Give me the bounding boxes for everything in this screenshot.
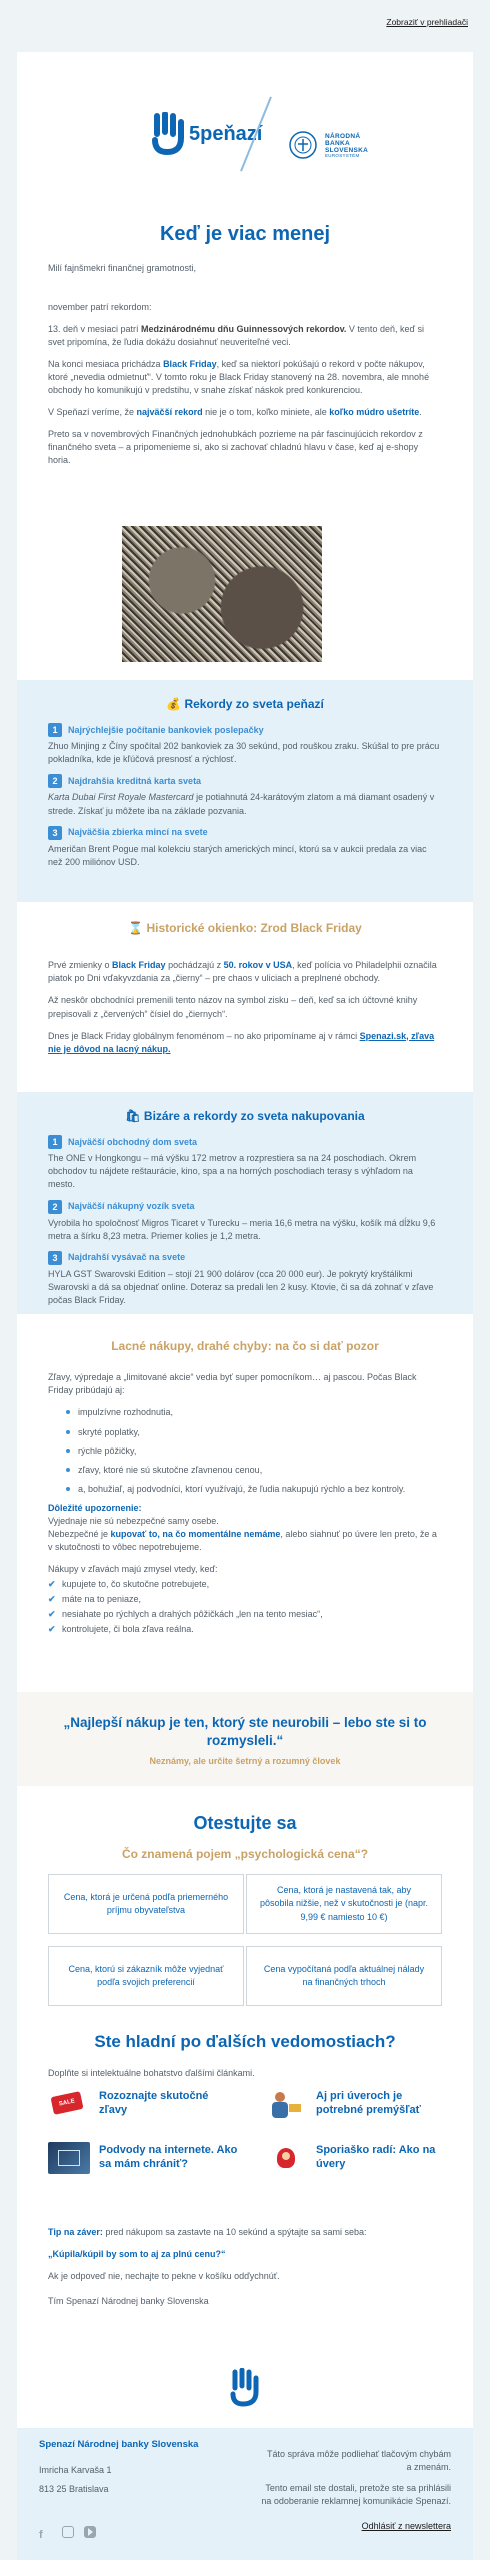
pitfalls-list <box>48 1406 442 1495</box>
record-title: Najväčšia zbierka mincí na svete <box>68 827 208 838</box>
youtube-icon[interactable] <box>84 2526 96 2538</box>
number-badge: 1 <box>48 1135 62 1149</box>
topbar <box>0 0 490 52</box>
quiz-answer-d[interactable]: Cena vypočítaná podľa aktuálnej nálady na finančných trhoch <box>246 1946 442 2006</box>
intro-p5: Preto sa v novembrových Finančných jednohubkách pozrieme na pár fascinujúcich rekordov z finančného sveta – a pripomenieme si, ako si zachovať chladnú hlavu v čase, keď aj e-shopy horia. <box>48 429 423 466</box>
warning-title: Dôležité upozornenie: <box>48 1502 142 1513</box>
shop-item-2 <box>48 1200 442 1243</box>
hand-logo-icon <box>149 112 189 156</box>
list-item: ✔ kontrolujete, či bola zľava reálna. <box>48 1623 442 1636</box>
article-link-3[interactable] <box>48 2142 239 2174</box>
check-icon: ✔ <box>48 1624 56 1635</box>
footer-address <box>39 2438 198 2496</box>
greeting: Milí fajnšmekri finančnej gramotnosti, <box>48 263 197 273</box>
number-badge: 3 <box>48 1251 62 1265</box>
list-item: a, bohužiaľ, aj podvodníci, ktorí využívajú, že ľudia nakupujú rýchlo a bez kontroly. <box>66 1483 442 1496</box>
record-text: Vyrobila ho spoločnosť Migros Ticaret v Turecku – meria 16,6 metra na výšku, košík má dĺžku 9,6 metra a šírku 8,23 metra. Priemer kolies je 1,2 metra. <box>48 1217 436 1241</box>
view-online-link[interactable]: Zobraziť v prehliadači <box>386 17 468 27</box>
record-item-2 <box>48 774 442 817</box>
warning-p2: Nebezpečné je kupovať to, na čo momentálne nemáme, alebo siahnuť po úvere len preto, že a v skutočnosti to vôbec nepotrebujeme. <box>48 1528 437 1552</box>
tip-text: Tip na záver: pred nákupom sa zastavte na 10 sekúnd a spýtajte sa sami seba: <box>48 2227 367 2237</box>
quiz-answer-b[interactable]: Cena, ktorá je nastavená tak, aby pôsobila nižšie, než v skutočnosti je (napr. 9,99 € namiesto 10 €) <box>246 1874 442 1934</box>
closing-section <box>17 2226 473 2317</box>
hand-logo-icon <box>228 2368 262 2408</box>
quiz-answer-c[interactable]: Cena, ktorú si zákazník môže vyjednať podľa svojich preferencií <box>48 1946 244 2006</box>
list-item: skryté poplatky, <box>66 1426 442 1439</box>
record-item-1 <box>48 723 442 766</box>
number-badge: 2 <box>48 1200 62 1214</box>
article-link-4[interactable] <box>265 2142 446 2174</box>
quote-author: Neznámy, ale určite šetrný a rozumný človek <box>149 1756 341 1767</box>
unsubscribe-link[interactable]: Odhlásiť z newslettera <box>361 2521 451 2532</box>
more-title: Ste hladní po ďalších vedomostiach? <box>94 2032 396 2051</box>
money-advice-icon <box>265 2142 307 2174</box>
records-shopping-title: 🛍 Bizáre a rekordy zo sveta nakupovania <box>125 1109 365 1123</box>
footer-org-name: Spenazí Národnej banky Slovenska <box>39 2439 199 2450</box>
list-item: ✔ nesiahate po rýchlych a drahých pôžičkách „len na tento mesiac“, <box>48 1608 442 1621</box>
article-title: Sporiaško radí: Ako na úvery <box>316 2144 436 2170</box>
history-p2: Až neskôr obchodníci premenili tento názov na symbol zisku – deň, keď sa ich účtovné knihy prepisovali z „červených“ čísiel do „čiernych“. <box>48 995 418 1019</box>
footer <box>17 2428 473 2560</box>
footer-addr-line2: 813 25 Bratislava <box>39 2483 109 2494</box>
record-text: The ONE v Hongkongu – má výšku 172 metrov a rozprestiera sa na 24 poschodiach. Okrem obchodov tu nájdete reštaurácie, kino, spa a na horných poschodiach terasy s výhľadom na mesto. <box>48 1153 417 1190</box>
spenazi-logo[interactable] <box>149 92 269 172</box>
footer-addr-line1: Imricha Karvaša 1 <box>39 2464 112 2475</box>
instagram-icon[interactable] <box>62 2526 74 2538</box>
list-item: impulzívne rozhodnutia, <box>66 1406 442 1419</box>
history-title: ⌛ Historické okienko: Zrod Black Friday <box>128 921 362 935</box>
shop-item-3 <box>48 1251 442 1307</box>
more-articles-section <box>17 2030 473 2220</box>
record-text: Američan Brent Pogue mal kolekciu starých amerických mincí, ktorú sa v aukcii predala za viac než 200 miliónov USD. <box>48 843 427 867</box>
spenazi-link[interactable]: Spenazi.sk, zľava nie je dôvod na lacný nákup. <box>48 1030 435 1054</box>
cheap-buys-p3: Nákupy v zľavách majú zmysel vtedy, keď: <box>48 1563 218 1574</box>
intro-section <box>17 262 473 477</box>
sale-tag-icon: SALE <box>48 2088 90 2120</box>
check-icon: ✔ <box>48 1609 56 1620</box>
record-text: HYLA GST Swarovski Edition – stojí 21 900 dolárov (cca 20 000 eur). Je pokrytý kryštálikmi Swarovski a dá sa objednať online. Doteraz sa predali len 2 kusy. Ktovie, či sa dá zohnať v zľave počas Black Friday. <box>48 1268 434 1305</box>
article-title: Rozoznajte skutočné zľavy <box>99 2090 209 2116</box>
nbs-seal-icon <box>288 130 318 160</box>
check-icon: ✔ <box>48 1594 56 1604</box>
record-title: Najdrahší vysávač na svete <box>68 1252 186 1263</box>
logo-text: 5peňazí <box>189 123 263 145</box>
money-bag-icon: 💰 <box>166 697 182 711</box>
hourglass-icon: ⌛ <box>128 921 144 935</box>
number-badge: 1 <box>48 723 62 737</box>
footer-note1: Táto správa môže podliehať tlačovým chybám a zmenám. <box>267 2449 451 2473</box>
cheap-buys-p1: Zľavy, výpredaje a „limitované akcie“ vedia byť super pomocníkom… aj pascou. Počas Black Friday pribúdajú aj: <box>48 1372 417 1396</box>
history-p3: Dnes je Black Friday globálnym fenoménom – no ako pripomíname aj v rámci Spenazi.sk, zľava nie je dôvod na lacný nákup. <box>48 1030 435 1054</box>
intro-p1: november patrí rekordom: <box>48 302 152 313</box>
email-body <box>17 52 473 2560</box>
list-item: ✔ máte na to peniaze, <box>48 1593 442 1606</box>
record-text: Zhuo Minjing z Číny spočítal 202 bankoviek za 30 sekúnd, pod rouškou zraku. Skúšal to pre prácu pokladníka, kde je kľúčová presnosť a rýchlosť. <box>48 741 440 765</box>
credit-person-icon <box>265 2088 307 2120</box>
intro-p4: V Speňazí veríme, že najväčší rekord nie je o tom, koľko miniete, ale koľko múdro ušetríte. <box>48 407 422 418</box>
list-item: zľavy, ktoré nie sú skutočne zľavnenou cenou, <box>66 1464 442 1477</box>
header-logos <box>113 92 373 182</box>
number-badge: 3 <box>48 826 62 840</box>
list-item: ✔ kupujete to, čo skutočne potrebujete, <box>48 1578 442 1591</box>
records-money-section <box>17 680 473 902</box>
footer-notes <box>261 2448 451 2533</box>
warning-p1: Vyjednaje nie sú nebezpečné samy osebe. <box>48 1515 219 1526</box>
check-icon: ✔ <box>48 1578 56 1589</box>
signature: Tím Spenazí Národnej banky Slovenska <box>48 2296 209 2307</box>
cheap-buys-title: Lacné nákupy, drahé chyby: na čo si dať pozor <box>111 1339 379 1353</box>
record-title: Najväčší nákupný vozík sveta <box>68 1201 195 1211</box>
history-p1: Prvé zmienky o Black Friday pochádzajú z 50. rokov v USA, keď polícia vo Philadelphii označila piatok po Dni vďakyvzdania za „čierny“ – pre chaos v uliciach a preplnené obchody. <box>48 960 437 984</box>
number-badge: 2 <box>48 774 62 788</box>
cheap-buys-section <box>17 1338 473 1638</box>
quiz-title: Otestujte sa <box>193 1813 297 1833</box>
history-section <box>17 920 473 1065</box>
record-title: Najväčší obchodný dom sveta <box>68 1136 198 1147</box>
shop-item-1 <box>48 1135 442 1191</box>
quiz-answer-a[interactable]: Cena, ktorá je určená podľa priemerného príjmu obyvateľstva <box>48 1874 244 1934</box>
more-subtitle: Doplňte si intelektuálne bohatstvo ďalšími článkami. <box>48 2067 255 2078</box>
footer-note2: Tento email ste dostali, pretože ste sa prihlásili na odoberanie reklamnej komunikácie Spenazí. <box>261 2483 451 2507</box>
list-item: rýchle pôžičky, <box>66 1445 442 1458</box>
record-item-3 <box>48 826 442 869</box>
records-shopping-section <box>17 1092 473 1314</box>
record-title: Najrýchlejšie počítanie bankoviek poslepačky <box>68 724 264 735</box>
tip-question: „Kúpila/kúpil by som to aj za plnú cenu?“ <box>48 2249 226 2260</box>
quote-section <box>17 1692 473 1786</box>
internet-scam-icon <box>48 2142 90 2174</box>
record-text: Karta Dubai First Royale Mastercard je potiahnutá 24-karátovým zlatom a má diamant osadený v strede. Získať ju môžete iba na základe pozvania. <box>48 792 435 816</box>
quote-text: „Najlepší nákup je ten, ktorý ste neurobili – lebo ste si to rozmysleli.“ <box>63 1715 427 1748</box>
record-title: Najdrahšia kreditná karta sveta <box>68 775 202 786</box>
article-link-2[interactable] <box>265 2088 446 2120</box>
intro-p2: 13. deň v mesiaci patrí Medzinárodnému dňu Guinnessových rekordov. V tento deň, keď si svet pripomína, že ľudia dokážu dosiahnuť neuveriteľné veci. <box>48 324 424 348</box>
closing-p2: Ak je odpoveď nie, nechajte to pekne v košíku odďychnúť. <box>48 2271 280 2282</box>
checklist <box>48 1578 442 1636</box>
article-link-1[interactable] <box>48 2088 229 2120</box>
nbs-wordmark: NÁRODNÁ BANKA SLOVENSKA EUROSYSTÉM <box>325 133 369 159</box>
article-title: Aj pri úveroch je potrebné premýšľať <box>316 2090 421 2116</box>
black-friday-crowd-image <box>122 526 322 662</box>
page-title: Keď je viac menej <box>159 223 331 245</box>
records-money-title: 💰 Rekordy zo sveta peňazí <box>166 697 324 711</box>
social-links <box>39 2526 104 2542</box>
intro-p3: Na konci mesiaca prichádza Black Friday, keď sa niektorí pokúšajú o rekord v počte nákupov, ktoré „nevedia odmietnuť“. V tomto roku je Black Friday stanovený na 28. novembra, ale mnohé obchody ho komunikujú v predstihu, v snahe získať náskok pred konkurenciou. <box>48 359 430 396</box>
shopping-bag-icon: 🛍 <box>125 1109 141 1123</box>
quiz-section <box>17 1810 473 2010</box>
article-title: Podvody na internete. Ako sa mám chrániť? <box>99 2144 238 2170</box>
facebook-icon[interactable]: f <box>39 2529 43 2541</box>
quiz-question: Čo znamená pojem „psychologická cena“? <box>121 1847 369 1862</box>
